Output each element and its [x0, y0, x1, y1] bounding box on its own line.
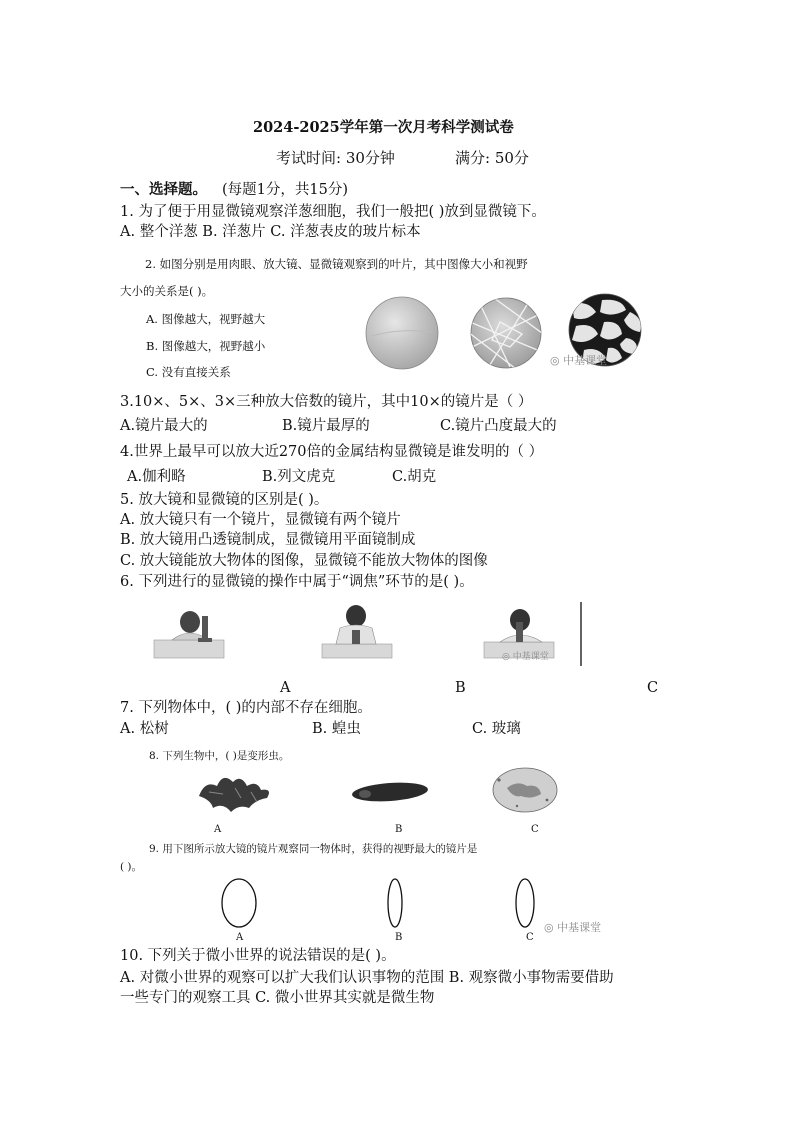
q5-stem: 5. 放大镜和显微镜的区别是( )。 — [120, 492, 329, 508]
naked-eye-leaf-image — [366, 297, 438, 369]
q4-option-c: C.胡克 — [392, 469, 437, 485]
q4-option-a: A.伽利略 — [127, 469, 186, 485]
q8-label-a: A — [214, 824, 222, 835]
section-note: (每题1分，共15分) — [222, 182, 348, 198]
watermark-q9: ◎ 中基课堂 — [544, 921, 602, 934]
watermark-q2: ◎ 中基课堂 — [550, 354, 608, 367]
q4-option-b: B.列文虎克 — [262, 469, 336, 485]
q3-option-b: B.镜片最厚的 — [282, 418, 370, 434]
organism-images — [195, 766, 565, 820]
lens-a — [222, 879, 256, 927]
q3-option-a: A.镜片最大的 — [120, 418, 208, 434]
q6-stem: 6. 下列进行的显微镜的操作中属于“调焦”环节的是( )。 — [120, 574, 474, 590]
q4-stem: 4.世界上最早可以放大近270倍的金属结构显微镜是谁发明的（ ） — [120, 444, 544, 460]
q1-options: A. 整个洋葱 B. 洋葱片 C. 洋葱表皮的玻片标本 — [120, 224, 421, 240]
q6-label-a: A — [280, 680, 291, 696]
q5-option-a: A. 放大镜只有一个镜片，显微镜有两个镜片 — [120, 512, 401, 528]
q7-option-b: B. 蝗虫 — [312, 721, 361, 737]
magnifier-leaf-image — [468, 298, 546, 372]
q5-option-b: B. 放大镜用凸透镜制成，显微镜用平面镜制成 — [120, 532, 416, 548]
q2-option-c: C. 没有直接关系 — [146, 365, 231, 379]
q6-label-c: C — [647, 680, 659, 696]
q9-stem-line2: ( )。 — [120, 861, 143, 873]
q8-label-c: C — [531, 824, 539, 835]
q2-option-a: A. 图像越大，视野越大 — [146, 312, 266, 326]
q3-option-c: C.镜片凸度最大的 — [440, 418, 557, 434]
q2-stem-line1: 2. 如图分别是用肉眼、放大镜、显微镜观察到的叶片，其中图像大小和视野 — [145, 257, 528, 271]
q2-stem-line2: 大小的关系是( )。 — [120, 284, 214, 298]
q9-stem-line1: 9. 用下图所示放大镜的镜片观察同一物体时，获得的视野最大的镜片是 — [149, 843, 478, 855]
page-title: 2024-2025学年第一次月考科学测试卷 — [253, 119, 514, 136]
q9-label-c: C — [526, 932, 534, 943]
q1-stem: 1. 为了便于用显微镜观察洋葱细胞，我们一般把( )放到显微镜下。 — [120, 204, 546, 220]
q9-label-b: B — [395, 932, 403, 943]
wechat-icon: ◎ — [544, 921, 554, 934]
lens-shapes — [215, 876, 545, 932]
section-heading: 一、选择题。 — [120, 181, 207, 198]
full-score: 满分: 50分 — [455, 149, 529, 167]
wechat-icon: ◎ — [550, 354, 560, 367]
wechat-icon: ◎ — [502, 652, 510, 662]
q5-option-c: C. 放大镜能放大物体的图像，显微镜不能放大物体的图像 — [120, 553, 488, 569]
watermark-q6: ◎ 中基课堂 — [502, 652, 549, 662]
q10-options-line1: A. 对微小世界的观察可以扩大我们认识事物的范围 B. 观察微小事物需要借助 — [120, 970, 614, 986]
q10-stem: 10. 下列关于微小世界的说法错误的是( )。 — [120, 948, 396, 964]
q8-stem: 8. 下列生物中，( )是变形虫。 — [149, 750, 290, 762]
student-microscope-image-a — [154, 611, 224, 658]
q7-option-c: C. 玻璃 — [472, 721, 521, 737]
lens-b — [388, 879, 402, 927]
student-microscope-image-b — [322, 605, 392, 658]
q3-stem: 3.10×、5×、3×三种放大倍数的镜片，其中10×的镜片是（ ） — [120, 394, 533, 410]
q2-option-b: B. 图像越大，视野越小 — [146, 339, 266, 353]
q7-option-a: A. 松树 — [120, 721, 169, 737]
q7-stem: 7. 下列物体中，( )的内部不存在细胞。 — [120, 700, 372, 716]
q6-label-b: B — [455, 680, 466, 696]
q10-options-line2: 一些专门的观察工具 C. 微小世界其实就是微生物 — [120, 990, 435, 1006]
lens-c — [516, 879, 534, 927]
organism-image-b — [351, 780, 428, 803]
q8-label-b: B — [395, 824, 403, 835]
organism-image-a — [199, 778, 269, 812]
q9-label-a: A — [236, 932, 244, 943]
organism-image-c — [493, 768, 557, 812]
exam-time: 考试时间: 30分钟 — [276, 149, 395, 167]
